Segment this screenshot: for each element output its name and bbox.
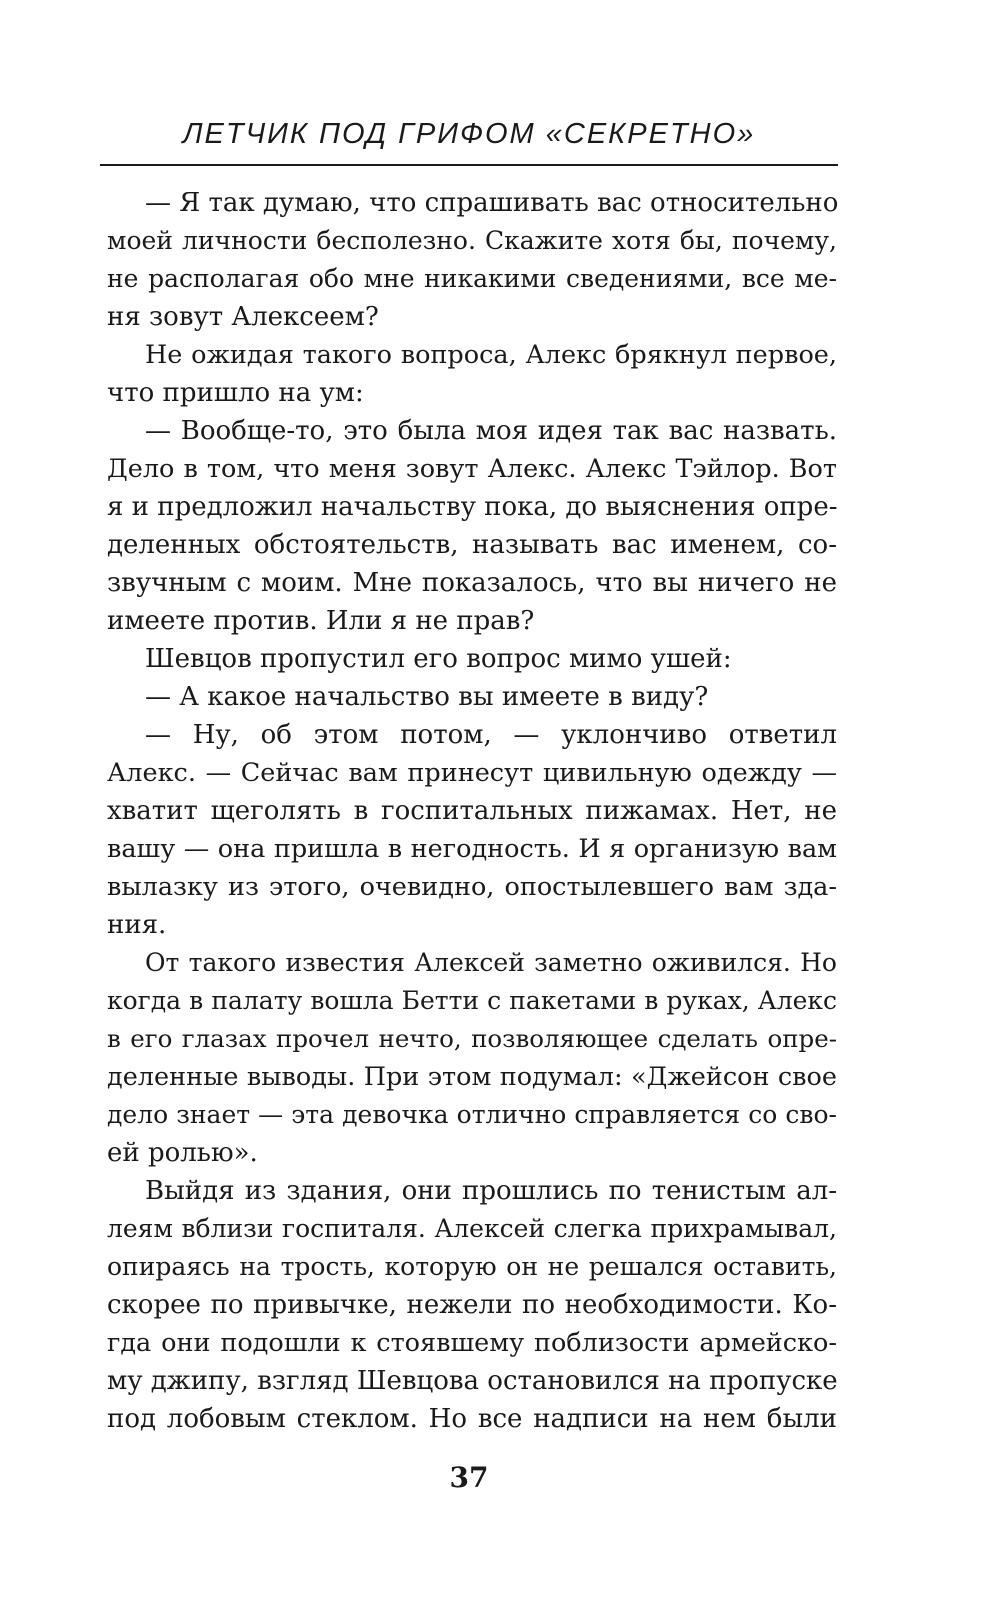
paragraph: [107, 944, 837, 1172]
text-line: — А какое начальство вы имеете в виду?: [145, 682, 709, 712]
text-line: — Вообще-то, это была моя идея так вас назвать.: [145, 416, 837, 446]
text-line: От такого известия Алексей заметно оживился. Но: [145, 948, 837, 977]
text-line: не располагая обо мне никакими сведениями, все ме-: [107, 264, 837, 293]
text-line: в его глазах прочел нечто, позволяющее сделать опре-: [107, 1024, 837, 1053]
paragraph: [107, 640, 837, 678]
text-line: — Я так думаю, что спрашивать вас относительно: [145, 188, 839, 218]
text-line: — Ну, об этом потом, — уклончиво ответил: [145, 720, 837, 750]
text-line: Алекс. — Сейчас вам принесут цивильную одежду —: [107, 758, 837, 788]
text-line: деленных обстоятельств, называть вас именем, со-: [107, 530, 837, 560]
paragraph: [107, 678, 837, 716]
paragraph: [107, 1172, 837, 1438]
body-text: [107, 184, 837, 1438]
text-line: вашу — она пришла в негодность. И я организую вам: [107, 834, 837, 864]
text-line: звучным с моим. Мне показалось, что вы ничего не: [107, 568, 837, 598]
text-line: ня зовут Алексеем?: [107, 302, 379, 332]
text-line: деленные выводы. При этом подумал: «Джейсон свое: [107, 1062, 837, 1092]
text-line: ния.: [107, 910, 167, 940]
text-line: ей ролью».: [107, 1138, 258, 1168]
text-line: я и предложил начальству пока, до выяснения опре-: [107, 492, 838, 522]
text-line: хватит щеголять в госпитальных пижамах. Нет, не: [107, 796, 837, 826]
text-line: опираясь на трость, которую он не решался оставить,: [107, 1252, 837, 1281]
header-rule: [100, 164, 838, 166]
text-line: имеете против. Или я не прав?: [107, 606, 535, 636]
running-head: ЛЕТЧИК ПОД ГРИФОМ «СЕКРЕТНО»: [182, 118, 756, 150]
paragraph: [107, 336, 837, 412]
paragraph: [107, 412, 837, 640]
text-line: Не ожидая такого вопроса, Алекс брякнул первое,: [145, 340, 837, 370]
text-line: гда они подошли к стоявшему поблизости армейско-: [107, 1328, 837, 1358]
text-line: скорее по привычке, нежели по необходимости. Ко-: [107, 1290, 837, 1320]
text-line: дело знает — эта девочка отлично справляется со сво-: [107, 1100, 837, 1129]
text-line: Шевцов пропустил его вопрос мимо ушей:: [145, 644, 732, 674]
paragraph: [107, 716, 837, 944]
page-number: 37: [449, 1461, 489, 1494]
text-line: когда в палату вошла Бетти с пакетами в руках, Алекс: [107, 986, 837, 1015]
text-line: му джипу, взгляд Шевцова остановился на пропуске: [107, 1366, 838, 1396]
text-line: леям вблизи госпиталя. Алексей слегка прихрамывал,: [107, 1214, 837, 1243]
text-line: Дело в том, что меня зовут Алекс. Алекс Тэйлор. Вот: [107, 454, 837, 484]
text-line: моей личности бесполезно. Скажите хотя бы, почему,: [107, 226, 837, 255]
text-line: Выйдя из здания, они прошлись по тенистым ал-: [145, 1176, 837, 1206]
text-line: что пришло на ум:: [107, 378, 364, 408]
text-line: под лобовым стеклом. Но все надписи на нем были: [107, 1404, 837, 1434]
paragraph: [107, 184, 837, 336]
text-line: вылазку из этого, очевидно, опостылевшего вам зда-: [107, 872, 837, 902]
